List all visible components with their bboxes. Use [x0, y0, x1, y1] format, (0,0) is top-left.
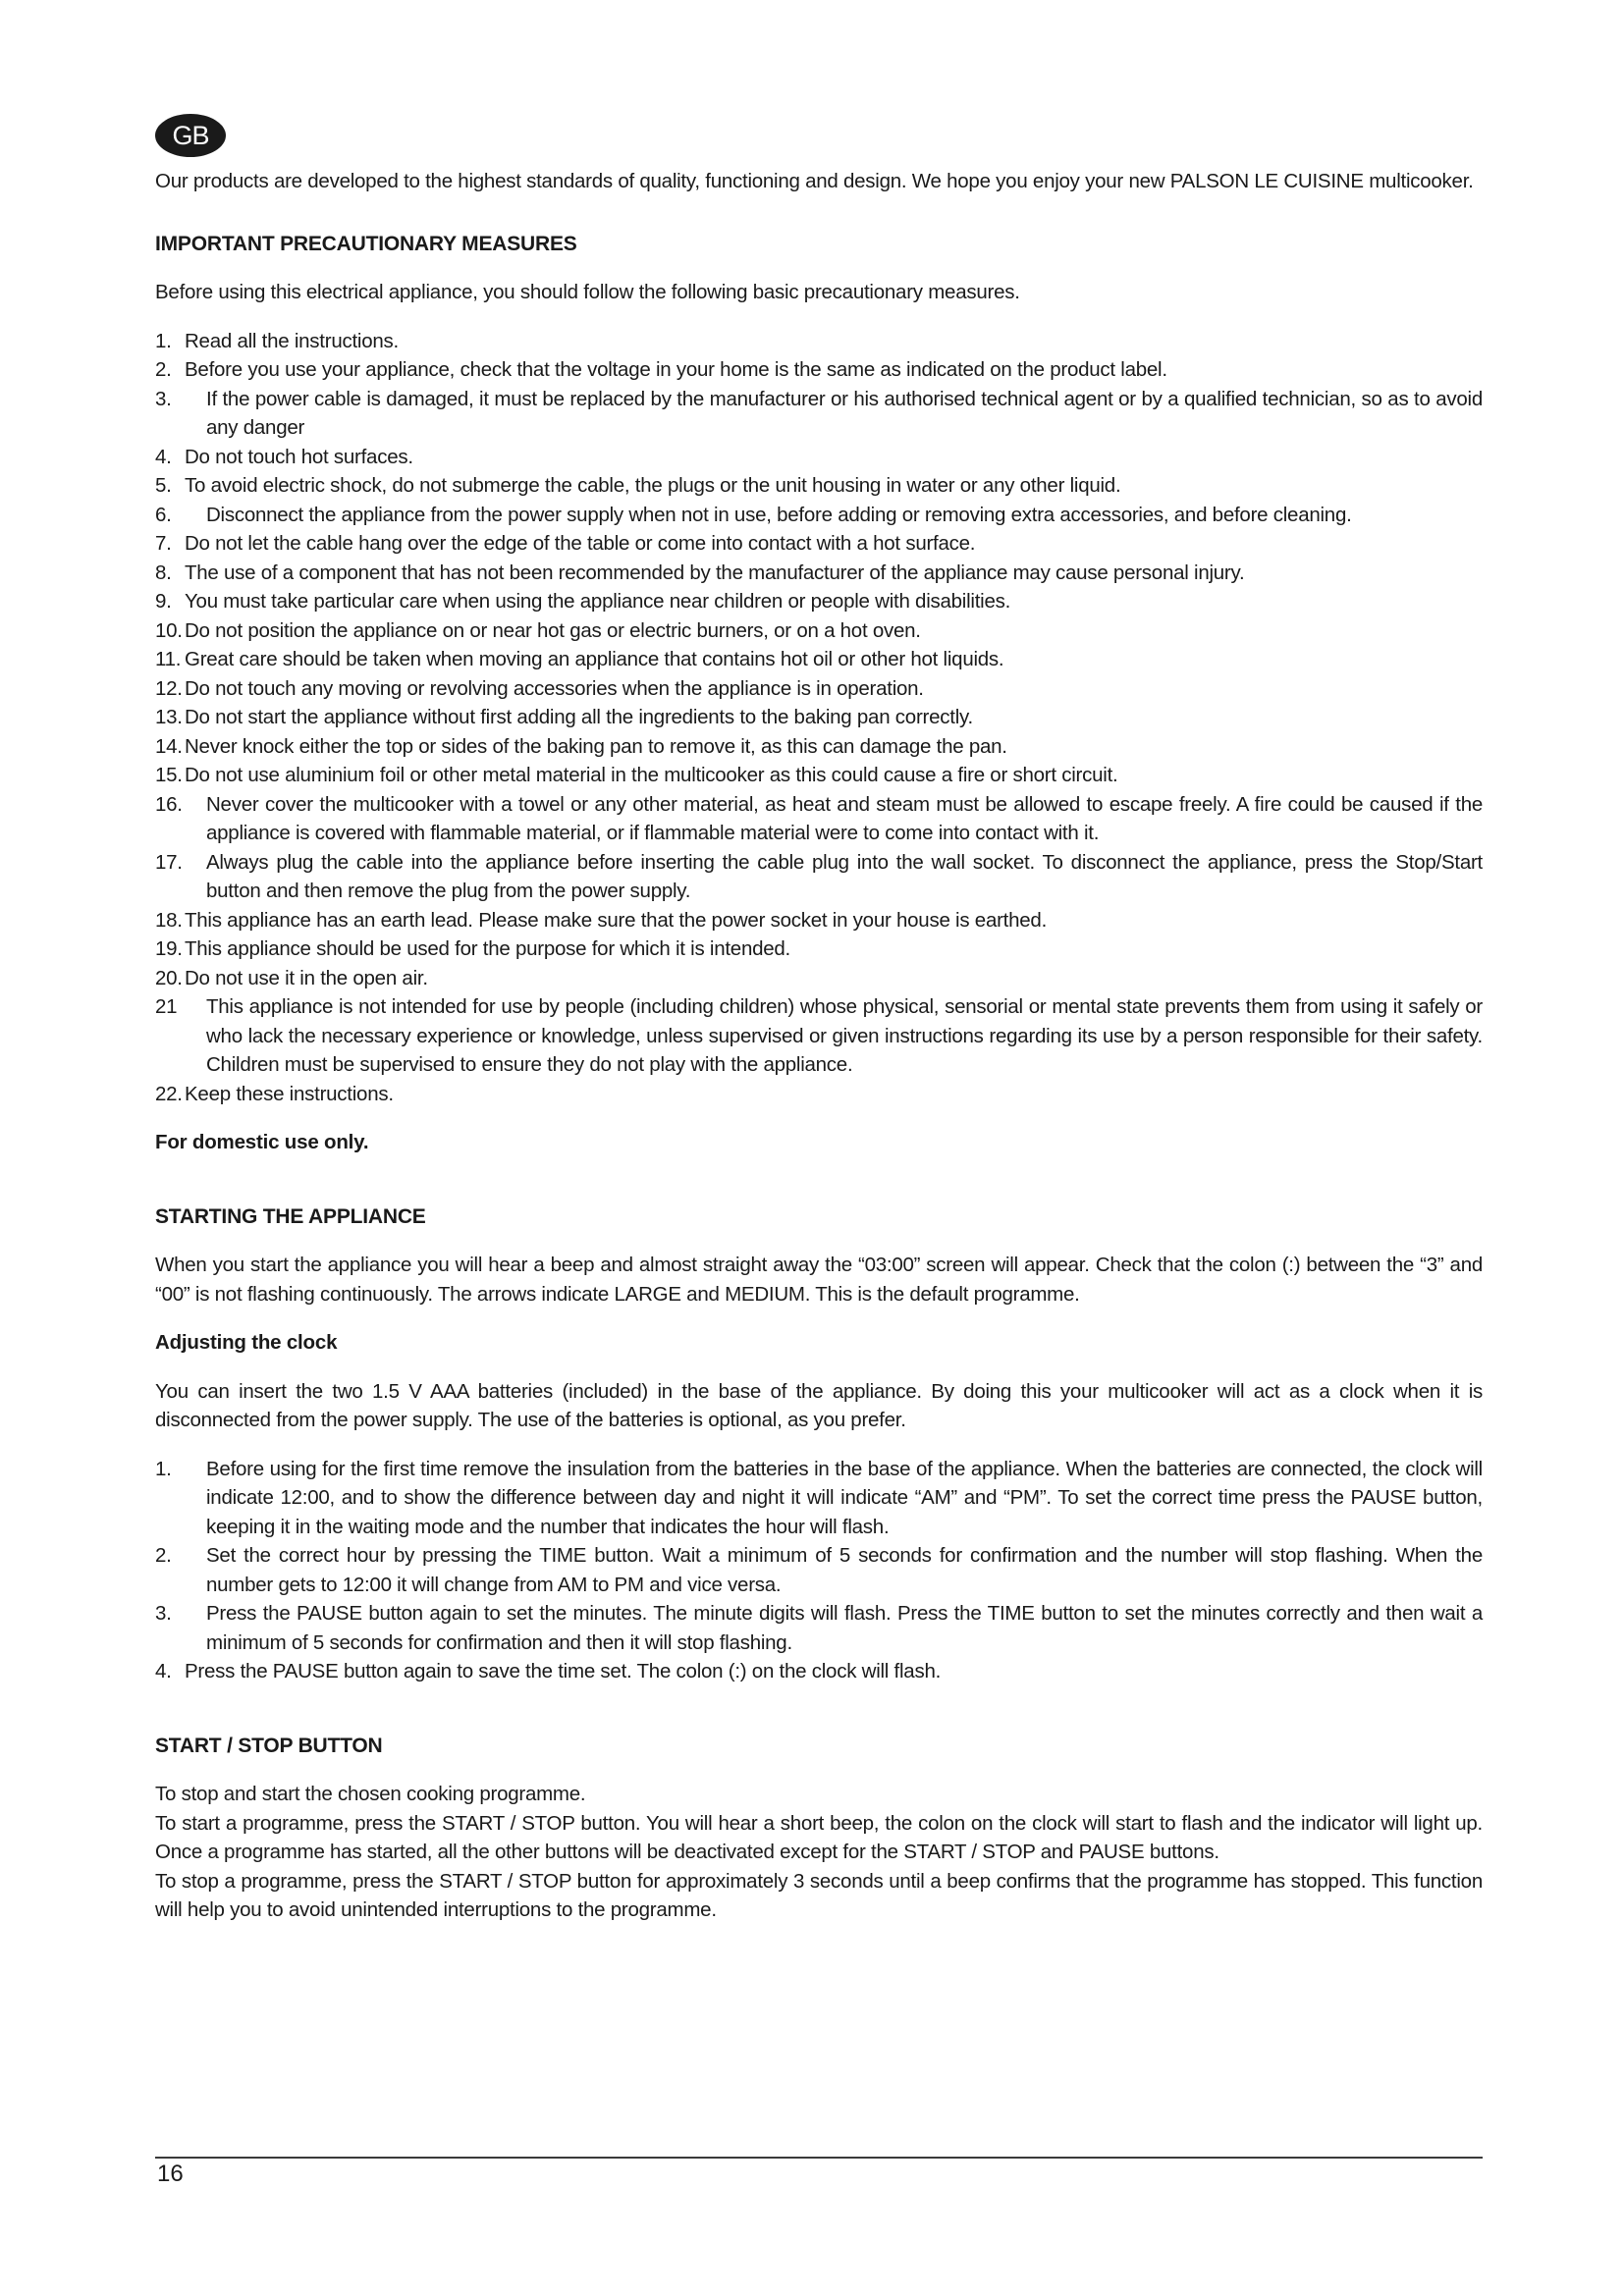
intro-paragraph: Our products are developed to the highest standards of quality, functioning and design. We hope you enjoy your new PALSON LE CUISINE multicooker. [155, 170, 1474, 192]
footer-divider [155, 2157, 1483, 2159]
clock-steps-list [155, 1455, 1483, 1686]
list-item: 4. Do not touch hot surfaces. [155, 445, 413, 468]
list-item: 7. Do not let the cable hang over the edge of the table or come into contact with a hot surface. [155, 532, 976, 555]
start-stop-line-1: To stop and start the chosen cooking programme. [155, 1783, 586, 1805]
language-badge-gb: GB [155, 114, 226, 157]
list-item: 13. Do not start the appliance without first adding all the ingredients to the baking pan correctly. [155, 706, 973, 728]
starting-paragraph: When you start the appliance you will hear a beep and almost straight away the “03:00” screen will appear. Check that the colon (:) between the “3” and “00” is not flashing continuously. The arrows indicate LARGE and MEDIUM. This is the default programme. [155, 1254, 1483, 1306]
precautions-lead: Before using this electrical appliance, you should follow the following basic precautionary measures. [155, 281, 1020, 303]
list-item: 16. Never cover the multicooker with a towel or any other material, as heat and steam must be allowed to escape freely. A fire could be caused if the appliance is covered with flammable material, or if flammable material were to come into contact with it. [155, 792, 1483, 844]
page-number: 16 [157, 2161, 184, 2187]
starting-heading: STARTING THE APPLIANCE [155, 1204, 426, 1228]
list-item: 22. Keep these instructions. [155, 1082, 394, 1105]
list-item: 1. Read all the instructions. [155, 329, 399, 352]
precautions-list [155, 327, 1483, 1109]
start-stop-line-2: To start a programme, press the START / STOP button. You will hear a short beep, the colon on the clock will start to flash and the indicator will light up. Once a programme has started, all the other buttons will be deactivated except for the START / STOP and PAUSE buttons. [155, 1811, 1483, 1863]
list-item: 15. Do not use aluminium foil or other metal material in the multicooker as this could cause a fire or short circuit. [155, 764, 1118, 786]
domestic-use-note: For domestic use only. [155, 1131, 369, 1153]
clock-heading: Adjusting the clock [155, 1331, 338, 1354]
list-item: 18. This appliance has an earth lead. Please make sure that the power socket in your house is earthed. [155, 908, 1048, 932]
precautions-heading: IMPORTANT PRECAUTIONARY MEASURES [155, 232, 577, 255]
list-item: 17. Always plug the cable into the appliance before inserting the cable plug into the wall socket. To disconnect the appliance, press the Stop/Start button and then remove the plug from the power supply. [155, 850, 1483, 902]
list-item: 14. Never knock either the top or sides of the baking pan to remove it, as this can damage the pan. [155, 734, 1007, 758]
list-item: 19. This appliance should be used for the purpose for which it is intended. [155, 937, 790, 960]
list-item: 9. You must take particular care when using the appliance near children or people with disabilities. [155, 590, 1011, 613]
list-item: 3. If the power cable is damaged, it must be replaced by the manufacturer or his authorised technical agent or by a qualified technician, so as to avoid any danger [155, 387, 1483, 439]
list-item: 1. Before using for the first time remove the insulation from the batteries in the base of the appliance. When the batteries are connected, the clock will indicate 12:00, and to show the difference between day and night it will indicate “AM” and “PM”. To set the correct time press the PAUSE button, keeping it in the waiting mode and the number that indicates the hour will flash. [155, 1457, 1483, 1538]
start-stop-heading: START / STOP BUTTON [155, 1734, 383, 1757]
clock-paragraph: You can insert the two 1.5 V AAA batteries (included) in the base of the appliance. By doing this your multicooker will act as a clock when it is disconnected from the power supply. The use of the batteries is optional, as you prefer. [155, 1379, 1483, 1431]
list-item: 6. Disconnect the appliance from the power supply when not in use, before adding or removing extra accessories, and before cleaning. [155, 503, 1352, 526]
list-item: 11. Great care should be taken when moving an appliance that contains hot oil or other hot liquids. [155, 648, 1004, 670]
list-item: 3. Press the PAUSE button again to set the minutes. The minute digits will flash. Press the TIME button to set the minutes correctly and then wait a minimum of 5 seconds for confirmation and then it will stop flashing. [155, 1602, 1483, 1654]
list-item: 21 This appliance is not intended for use by people (including children) whose physical, sensorial or mental state prevents them from using it safely or who lack the necessary experience or knowledge, unless supervised or given instructions regarding its use by a person responsible for their safety. Children must be supervised to ensure they do not play with the appliance. [155, 995, 1483, 1076]
list-item: 2. Before you use your appliance, check that the voltage in your home is the same as indicated on the product label. [155, 358, 1167, 381]
list-item: 4. Press the PAUSE button again to save the time set. The colon (:) on the clock will flash. [155, 1660, 942, 1682]
list-item: 5. To avoid electric shock, do not submerge the cable, the plugs or the unit housing in water or any other liquid. [155, 474, 1121, 497]
page-content [155, 167, 1483, 1925]
list-item: 10. Do not position the appliance on or near hot gas or electric burners, or on a hot oven. [155, 618, 921, 642]
list-item: 2. Set the correct hour by pressing the TIME button. Wait a minimum of 5 seconds for confirmation and the number will stop flashing. When the number gets to 12:00 it will change from AM to PM and vice versa. [155, 1544, 1483, 1596]
list-item: 20. Do not use it in the open air. [155, 966, 428, 989]
list-item: 12. Do not touch any moving or revolving accessories when the appliance is in operation. [155, 676, 924, 700]
start-stop-line-3: To stop a programme, press the START / STOP button for approximately 3 seconds until a beep confirms that the programme has stopped. This function will help you to avoid unintended interruptions to the programme. [155, 1869, 1483, 1921]
list-item: 8. The use of a component that has not been recommended by the manufacturer of the appliance may cause personal injury. [155, 561, 1245, 584]
